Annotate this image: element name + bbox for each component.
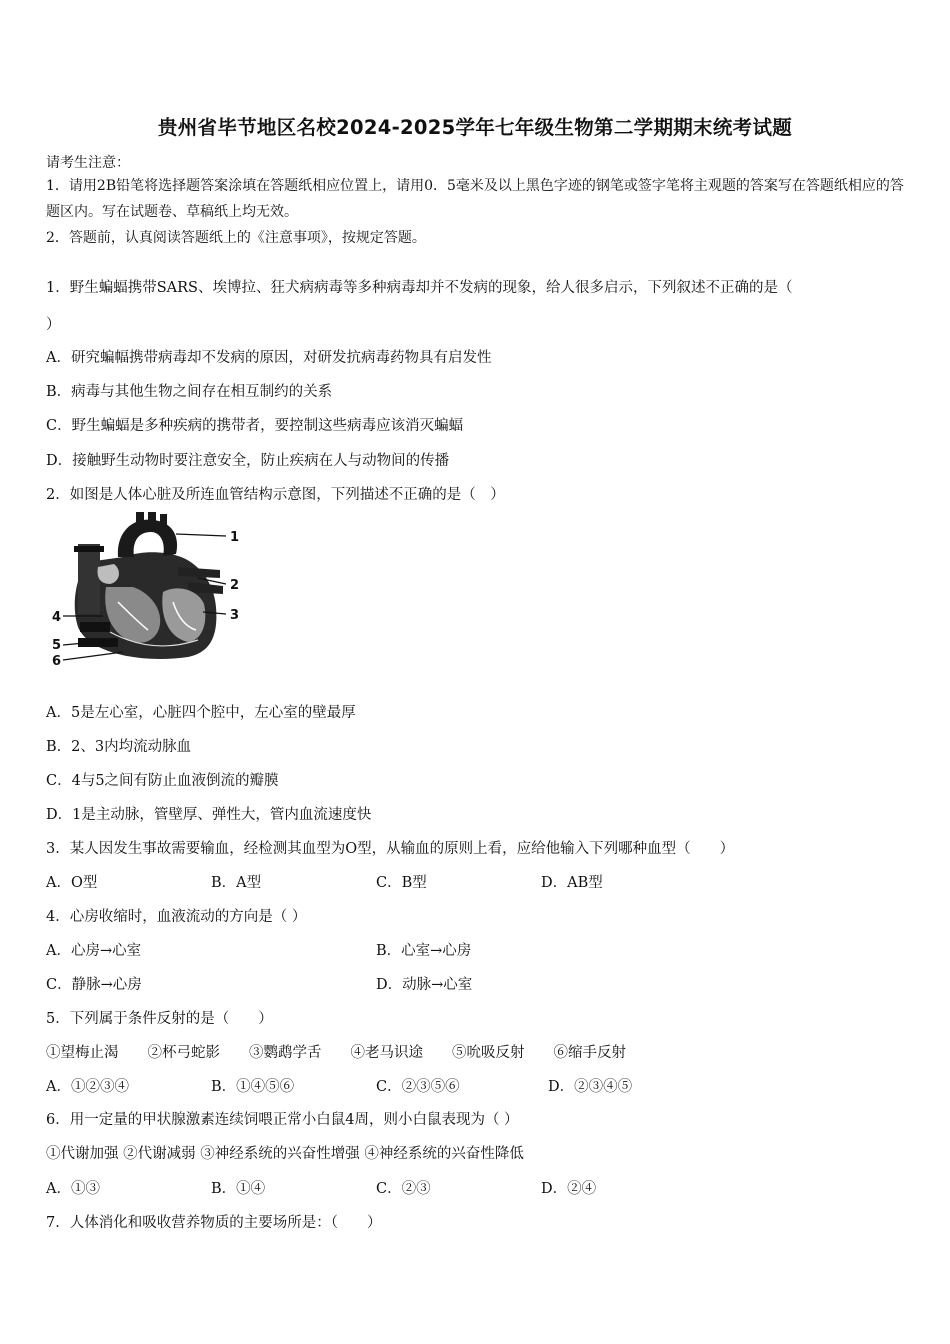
fig-label-4: 4	[52, 610, 62, 625]
question-4-option-d: D．动脉→心室	[376, 977, 473, 993]
notice-item-2: 2．答题前，认真阅读答题纸上的《注意事项》，按规定答题。	[46, 230, 426, 246]
question-7-stem: 7．人体消化和吸收营养物质的主要场所是：（ ）	[46, 1215, 382, 1231]
question-1-option-a: A．研究蝙幅携带病毒却不发病的原因，对研发抗病毒药物具有启发性	[46, 350, 492, 366]
heart-diagram	[48, 512, 248, 672]
question-2-option-c: C．4与5之间有防止血液倒流的瓣膜	[46, 773, 279, 789]
question-2-option-d: D．1是主动脉，管壁厚、弹性大，管内血流速度快	[46, 807, 372, 823]
question-1-stem-end: ）	[46, 317, 61, 333]
question-6-items: ①代谢加强 ②代谢减弱 ③神经系统的兴奋性增强 ④神经系统的兴奋性降低	[46, 1146, 524, 1162]
question-2-stem: 2．如图是人体心脏及所连血管结构示意图，下列描述不正确的是（ ）	[46, 487, 505, 503]
page-title: 贵州省毕节地区名校2024-2025学年七年级生物第二学期期末统考试题	[157, 116, 793, 139]
question-4-stem: 4．心房收缩时，血液流动的方向是（ ）	[46, 909, 307, 925]
question-4-option-b: B．心室→心房	[376, 943, 472, 959]
question-6-option-b: B．①④	[211, 1181, 266, 1197]
question-1-stem: 1．野生蝙蝠携带SARS、埃博拉、狂犬病病毒等多种病毒却并不发病的现象，给人很多启示，下列叙述不正确的是（	[46, 280, 793, 296]
question-1-option-b: B．病毒与其他生物之间存在相互制约的关系	[46, 384, 333, 400]
question-6-option-d: D．②④	[541, 1181, 597, 1197]
question-4-option-c: C．静脉→心房	[46, 977, 142, 993]
question-3-option-c: C．B型	[376, 875, 427, 891]
question-2-option-b: B．2、3内均流动脉血	[46, 739, 192, 755]
question-5-stem: 5．下列属于条件反射的是（ ）	[46, 1011, 273, 1027]
question-1-option-d: D．接触野生动物时要注意安全，防止疾病在人与动物间的传播	[46, 453, 450, 469]
question-5-option-c: C．②③⑤⑥	[376, 1079, 460, 1095]
question-6-option-c: C．②③	[376, 1181, 431, 1197]
question-2-option-a: A．5是左心室，心脏四个腔中，左心室的壁最厚	[46, 705, 356, 721]
question-4-option-a: A．心房→心室	[46, 943, 142, 959]
question-3-stem: 3．某人因发生事故需要输血，经检测其血型为O型，从输血的原则上看，应给他输入下列哪种血型（ ）	[46, 841, 735, 857]
question-3-option-d: D．AB型	[541, 875, 603, 891]
fig-label-3: 3	[230, 608, 240, 623]
fig-label-1: 1	[230, 530, 240, 545]
fig-label-2: 2	[230, 578, 240, 593]
fig-label-6: 6	[52, 654, 62, 669]
fig-label-5: 5	[52, 638, 62, 653]
question-6-stem: 6．用一定量的甲状腺激素连续饲喂正常小白鼠4周，则小白鼠表现为（ ）	[46, 1112, 519, 1128]
question-5-option-d: D．②③④⑤	[548, 1079, 633, 1095]
question-5-option-b: B．①④⑤⑥	[211, 1079, 295, 1095]
notice-heading: 请考生注意：	[46, 155, 130, 171]
question-5-option-a: A．①②③④	[46, 1079, 129, 1095]
question-3-option-a: A．O型	[46, 875, 98, 891]
notice-item-1: 1．请用2B铅笔将选择题答案涂填在答题纸相应位置上，请用0．5毫米及以上黑色字迹的钢笔或签字笔将主观题的答案写在答题纸相应的答题区内。写在试题卷、草稿纸上均无效。	[46, 178, 904, 220]
question-3-option-b: B．A型	[211, 875, 262, 891]
question-1-option-c: C．野生蝙蝠是多种疾病的携带者，要控制这些病毒应该消灭蝙蝠	[46, 418, 464, 434]
question-5-items: ①望梅止渴 ②杯弓蛇影 ③鹦鹉学舌 ④老马识途 ⑤吮吸反射 ⑥缩手反射	[46, 1045, 626, 1061]
question-6-option-a: A．①③	[46, 1181, 100, 1197]
